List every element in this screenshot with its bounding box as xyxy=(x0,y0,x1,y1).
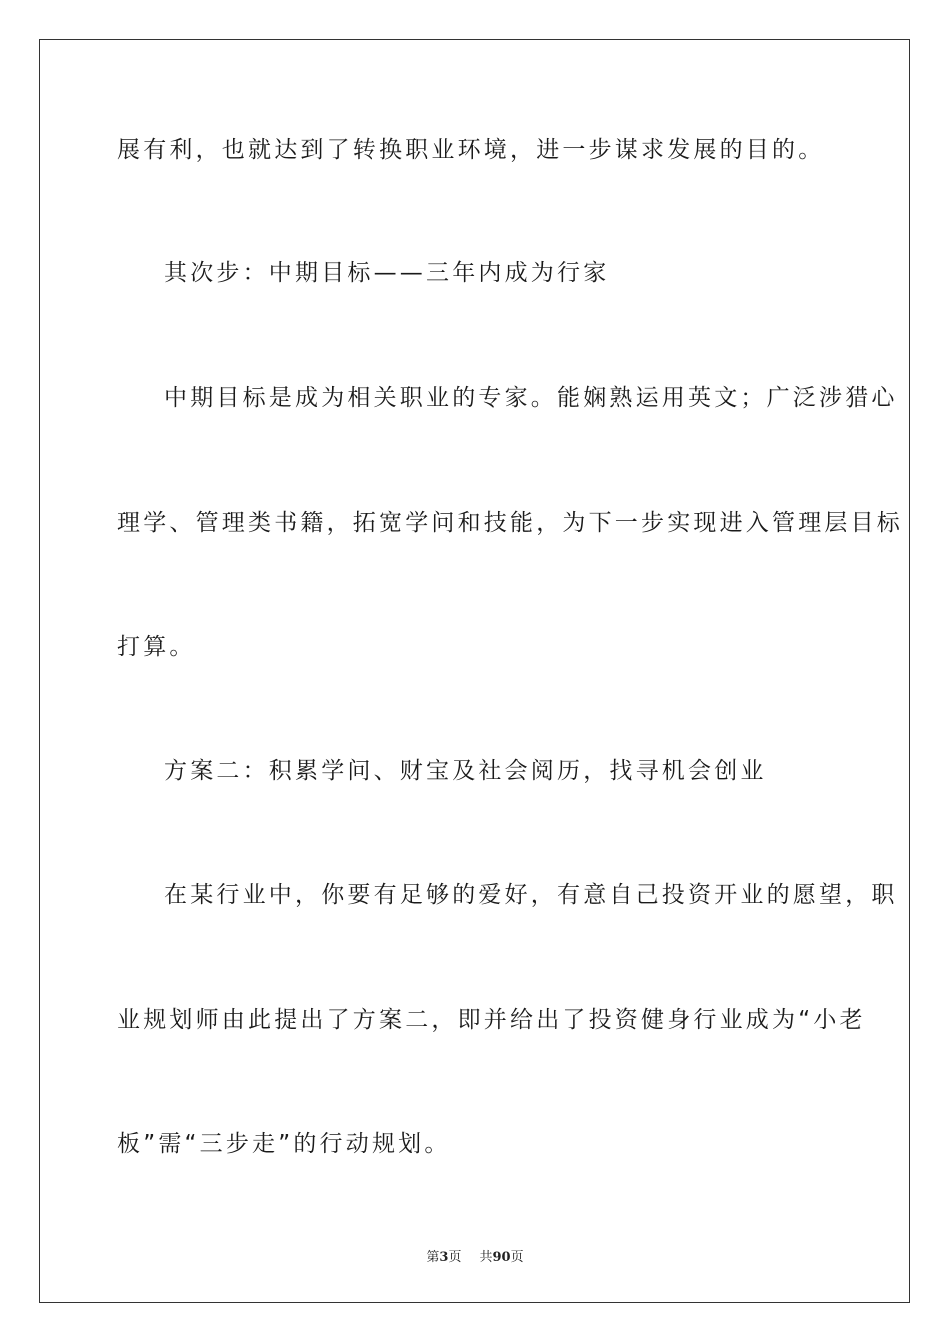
paragraph-line: 板”需“三步走”的行动规划。 xyxy=(117,1131,451,1157)
section-heading: 其次步：中期目标——三年内成为行家 xyxy=(164,260,610,286)
paragraph-line: 业规划师由此提出了方案二，即并给出了投资健身行业成为“小老 xyxy=(117,1007,866,1033)
page-number: 3 xyxy=(439,1250,449,1265)
paragraph-line: 理学、管理类书籍，拓宽学问和技能，为下一步实现进入管理层目标 xyxy=(117,510,903,536)
paragraph-line: 展有利，也就达到了转换职业环境，进一步谋求发展的目的。 xyxy=(117,137,825,163)
section-heading: 方案二：积累学问、财宝及社会阅历，找寻机会创业 xyxy=(164,758,767,784)
page-suffix: 页 xyxy=(448,1250,462,1265)
page-border xyxy=(39,39,910,1303)
page-footer xyxy=(0,1246,950,1265)
total-suffix: 页 xyxy=(510,1250,524,1265)
paragraph-line: 打算。 xyxy=(117,634,196,660)
paragraph-line: 在某行业中，你要有足够的爱好，有意自己投资开业的愿望，职 xyxy=(164,882,898,908)
total-prefix: 共 xyxy=(479,1250,493,1265)
paragraph-line: 中期目标是成为相关职业的专家。能娴熟运用英文；广泛涉猎心 xyxy=(164,385,898,411)
page-prefix: 第 xyxy=(426,1250,440,1265)
total-pages: 90 xyxy=(492,1250,511,1265)
